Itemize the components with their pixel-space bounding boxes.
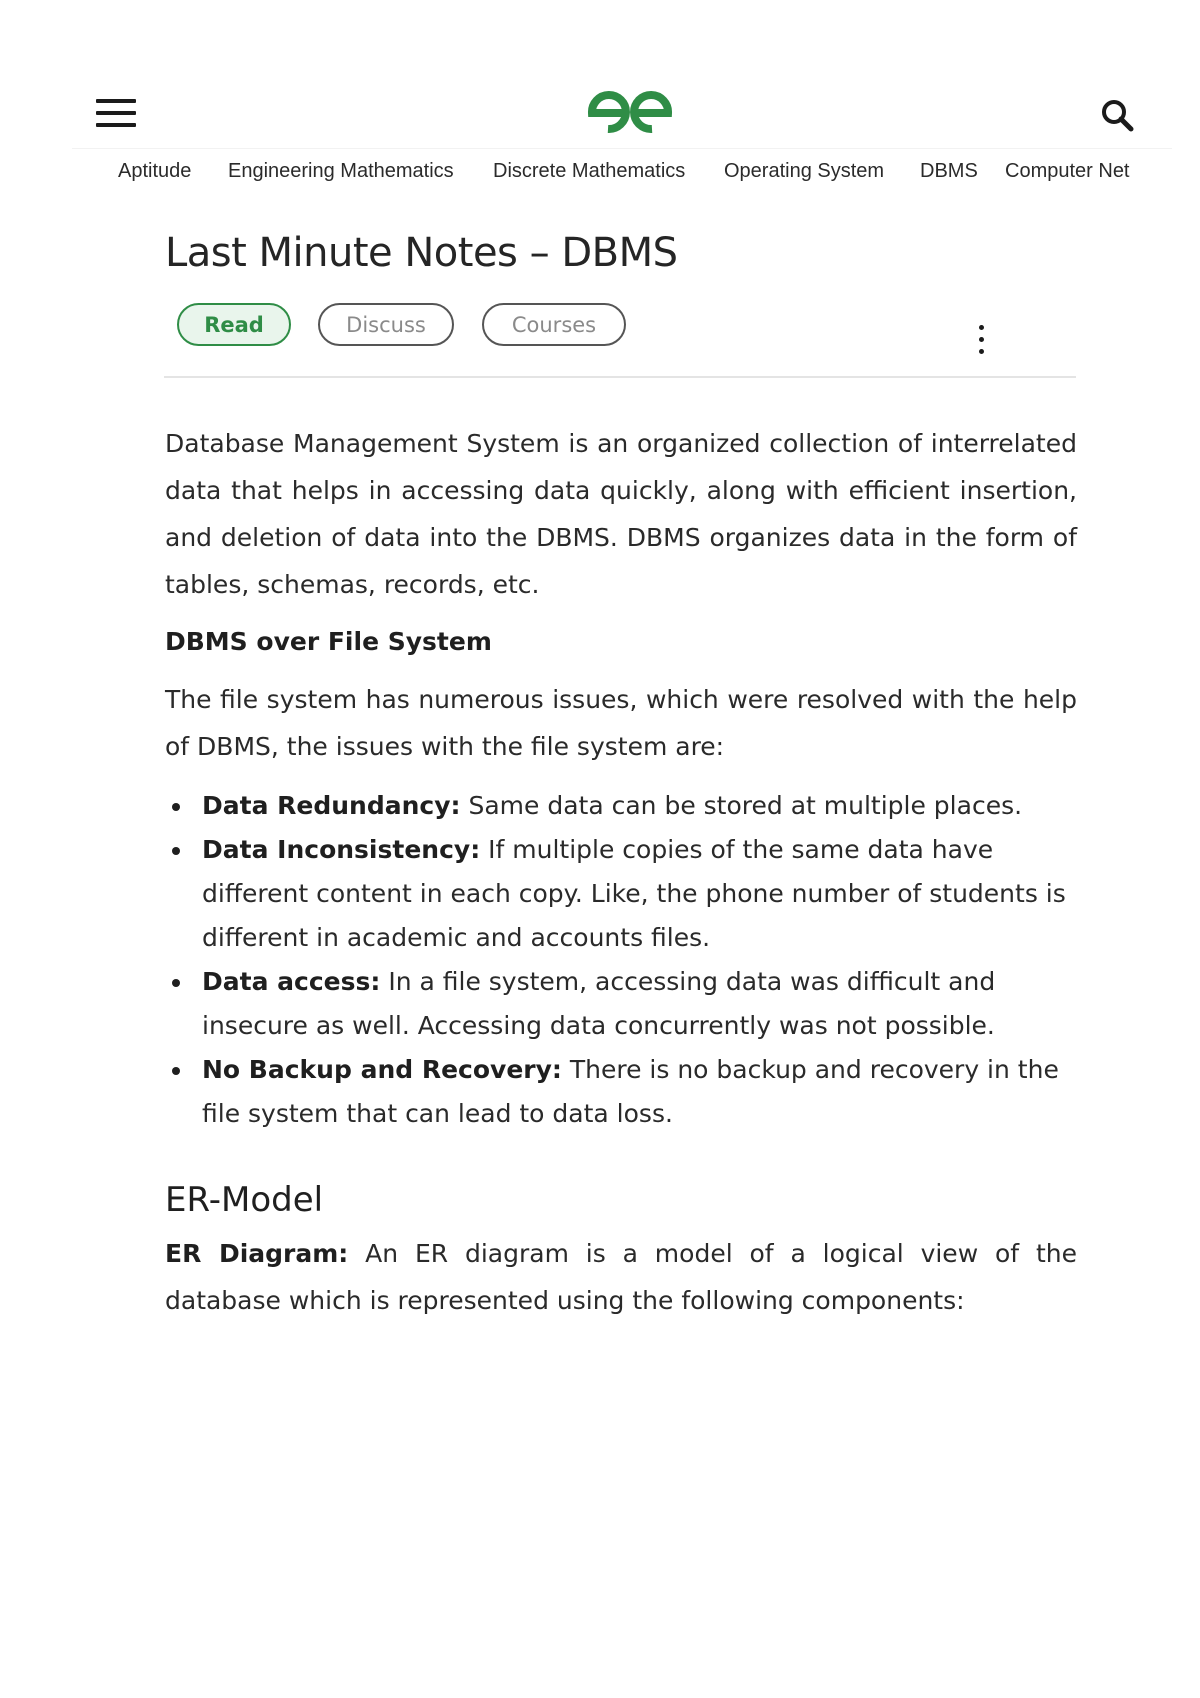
- list-item: [202, 784, 1077, 828]
- section-heading-dbms-over-file-system: DBMS over File System: [165, 627, 492, 656]
- tab-read[interactable]: Read: [177, 303, 291, 346]
- page-title: Last Minute Notes – DBMS: [165, 230, 678, 276]
- nav-item-discrete-mathematics[interactable]: Discrete Mathematics: [493, 160, 686, 182]
- tab-discuss[interactable]: Discuss: [318, 303, 454, 346]
- list-item: [202, 828, 1077, 960]
- tab-courses[interactable]: Courses: [482, 303, 626, 346]
- nav-item-dbms[interactable]: DBMS: [920, 160, 978, 182]
- issues-list: [165, 784, 1077, 1136]
- list-item-text: If multiple copies of the same data have different content in each copy. Like, the phone number of students is different in academic and accounts files.: [202, 835, 1066, 952]
- gfg-logo-icon[interactable]: [582, 85, 678, 137]
- title-divider: [164, 376, 1076, 378]
- nav-item-computer-networks[interactable]: Computer Net: [1005, 160, 1130, 182]
- nav-item-aptitude[interactable]: Aptitude: [118, 160, 192, 182]
- intro-paragraph: Database Management System is an organized collection of interrelated data that helps in accessing data quickly, along with efficient insertion, and deletion of data into the DBMS. DBMS organizes data in the form of tables, schemas, records, etc.: [165, 429, 1077, 599]
- list-item-term: Data access:: [202, 967, 381, 996]
- list-item-text: In a file system, accessing data was difficult and insecure as well. Accessing data concurrently was not possible.: [202, 967, 996, 1040]
- list-item-term: Data Inconsistency:: [202, 835, 481, 864]
- nav-item-operating-system[interactable]: Operating System: [724, 160, 885, 182]
- list-item-text: There is no backup and recovery in the file system that can lead to data loss.: [202, 1055, 1059, 1128]
- more-options-icon[interactable]: [970, 323, 994, 359]
- search-icon[interactable]: [1100, 98, 1134, 132]
- list-item: [202, 1048, 1077, 1136]
- section-heading-er-model: ER-Model: [165, 1180, 324, 1220]
- er-diagram-term: ER Diagram:: [165, 1239, 349, 1268]
- header-divider: [72, 148, 1172, 149]
- er-diagram-paragraph: [165, 1230, 1077, 1324]
- nav-item-engineering-mathematics[interactable]: Engineering Mathematics: [228, 160, 454, 182]
- list-item-term: Data Redundancy:: [202, 791, 461, 820]
- hamburger-menu-icon[interactable]: [96, 99, 136, 127]
- site-header: [0, 0, 1200, 182]
- topic-nav: [0, 160, 1200, 192]
- file-system-paragraph: The file system has numerous issues, which were resolved with the help of DBMS, the issues with the file system are:: [165, 685, 1077, 761]
- article-body: [165, 420, 1077, 1324]
- list-item-term: No Backup and Recovery:: [202, 1055, 562, 1084]
- list-item-text: Same data can be stored at multiple places.: [460, 791, 1023, 820]
- list-item: [202, 960, 1077, 1048]
- er-diagram-text: An ER diagram is a model of a logical view of the database which is represented using the following components:: [165, 1239, 1077, 1315]
